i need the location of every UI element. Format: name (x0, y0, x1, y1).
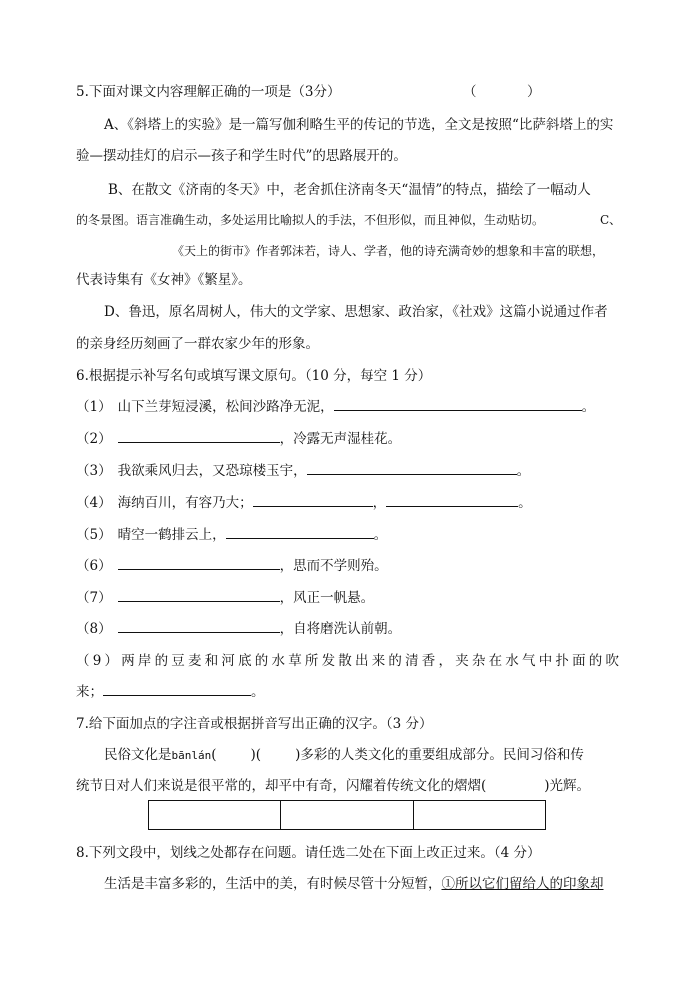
q7-text: )光辉。 (544, 778, 591, 794)
q6-item-tail: ，风正一帆悬。 (279, 590, 375, 606)
q5-option-a-line2: 验—摆动挂灯的启示—孩子和学生时代”的思路展开的。 (76, 148, 407, 164)
q6-item-5 (76, 525, 387, 545)
q6-item-tail: 。 (373, 527, 388, 543)
q6-item-4 (76, 493, 532, 513)
q6-item-number: （1） (76, 399, 112, 415)
q5-option-c-line2: 代表诗集有《女神》《繁星》。 (76, 272, 252, 288)
q5-option-d-line2: 的亲身经历刻画了一群农家少年的形象。 (76, 336, 319, 352)
q6-item-number: （2） (76, 431, 112, 447)
answer-blank[interactable] (253, 493, 373, 507)
answer-blank[interactable] (307, 461, 517, 475)
q7-line1 (104, 745, 584, 766)
q8-stem: 8.下列文段中，划线之处都存在问题。请任选二处在下面上改正过来。（4 分） (76, 845, 541, 861)
q5-option-b-line1: B、在散文《济南的冬天》中，老舍抓住济南冬天“温情”的特点，描绘了一幅动人 (108, 182, 591, 198)
answer-blank[interactable] (334, 397, 582, 411)
q8-line1 (104, 874, 604, 894)
q6-item-tail: ，冷露无声湿桂花。 (279, 431, 402, 447)
answer-cell[interactable] (149, 801, 281, 829)
q5-paren-right: ） (527, 84, 541, 100)
answer-blank[interactable] (118, 556, 280, 570)
answer-blank[interactable] (103, 682, 251, 696)
q6-item-tail: 。 (518, 495, 532, 511)
q5-option-c-letter: C、 (600, 213, 622, 227)
answer-blank[interactable] (226, 525, 374, 539)
q7-stem: 7.给下面加点的字注音或根据拼音写出正确的汉字。（3 分） (76, 716, 433, 732)
q6-item-number: （7） (76, 590, 112, 606)
q8-underlined-text: ①所以它们留给人的印象却 (441, 876, 604, 892)
q5-option-b-line2: 的冬景图。语言准确生动，多处运用比喻拟人的手法，不但形似，而且神似，生动贴切。 (76, 213, 545, 227)
q6-item-prompt: 海纳百川，有容乃大； (117, 495, 253, 511)
q7-text: 民俗文化是 (104, 747, 172, 763)
q6-item-number: （5） (76, 527, 112, 543)
q6-item-7 (76, 588, 374, 608)
q6-item-9-line1: （9）两岸的豆麦和河底的水草所发散出来的清香，夹杂在水气中扑面的吹 (76, 653, 623, 669)
q6-item-3 (76, 461, 530, 481)
q7-paren: )( (250, 747, 262, 763)
q6-item-tail: 。 (516, 463, 531, 479)
q7-line2 (76, 776, 590, 796)
q6-item-number: （6） (76, 558, 112, 574)
q6-item-2 (76, 429, 401, 449)
q6-stem: 6.根据提示补写名句或填写课文原句。（10 分，每空 1 分） (76, 368, 432, 384)
q6-item-prompt: 晴空一鹤排云上， (117, 527, 226, 543)
q5-paren-left: （ (463, 84, 477, 100)
q6-item-8 (76, 619, 401, 639)
q6-item-tail: 。 (581, 399, 596, 415)
q6-item-tail: ，自将磨洗认前朝。 (279, 621, 402, 637)
q6-item-9-line2 (76, 682, 265, 702)
answer-cell[interactable] (281, 801, 413, 829)
q5-option-a-line1: A、《斜塔上的实验》是一篇写伽利略生平的传记的节选，全文是按照“比萨斜塔上的实 (104, 117, 614, 133)
q5-option-c-line1: 《天上的街市》作者郭沫若，诗人、学者，他的诗充满奇妙的想象和丰富的联想， (172, 244, 605, 258)
answer-cell[interactable] (414, 801, 545, 829)
answer-blank[interactable] (118, 429, 280, 443)
answer-blank[interactable] (118, 588, 280, 602)
q7-pinyin: bānlán (171, 749, 212, 762)
q6-item-prompt: 山下兰芽短浸溪，松间沙路净无泥， (117, 399, 334, 415)
q6-item-1 (76, 397, 595, 417)
q6-item-number: （4） (76, 495, 112, 511)
q7-paren: ( (211, 747, 217, 763)
q8-text: 生活是丰富多彩的，生活中的美，有时候尽管十分短暂， (104, 876, 442, 892)
answer-blank[interactable] (386, 493, 518, 507)
q5-stem: 5.下面对课文内容理解正确的一项是（3分） (76, 84, 341, 100)
q6-item-prompt: 来； (76, 684, 103, 700)
q7-text: )多彩的人类文化的重要组成部分。民间习俗和传 (295, 747, 584, 763)
q5-option-d-line1: D、鲁迅，原名周树人，伟大的文学家、思想家、政治家，《社戏》这篇小说通过作者 (104, 304, 608, 320)
q6-item-number: （8） (76, 621, 112, 637)
q6-item-mid: ， (372, 495, 387, 511)
q6-item-tail: 。 (251, 684, 265, 700)
q6-item-number: （3） (76, 463, 112, 479)
q6-item-6 (76, 556, 388, 576)
answer-blank[interactable] (118, 619, 280, 633)
q6-item-prompt: 我欲乘风归去，又恐琼楼玉宇， (117, 463, 307, 479)
answer-grid (148, 800, 546, 830)
q6-item-tail: ，思而不学则殆。 (279, 558, 388, 574)
q7-text: 统节日对人们来说是很平常的，却平中有奇，闪耀着传统文化的熠熠( (76, 778, 487, 794)
